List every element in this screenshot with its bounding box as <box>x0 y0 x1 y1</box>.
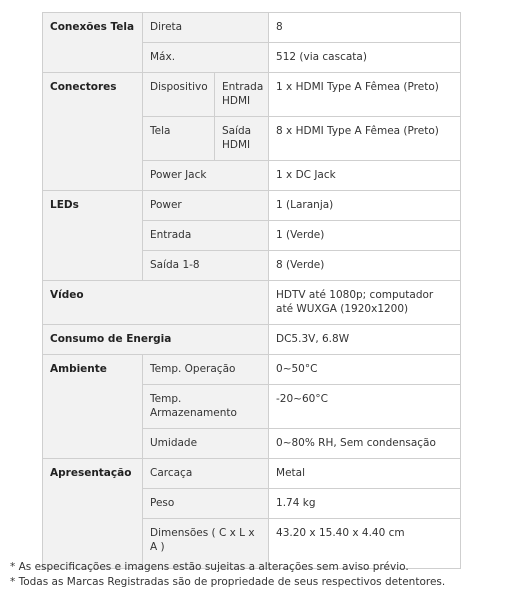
spec-row <box>43 281 461 325</box>
spec-table <box>42 12 461 569</box>
section-label-ambiente: Ambiente <box>43 355 143 459</box>
spec-name: Tela <box>143 117 215 161</box>
spec-name: Dispositivo <box>143 73 215 117</box>
spec-name: Temp. Armazenamento <box>143 385 269 429</box>
spec-row <box>43 325 461 355</box>
section-label-leds: LEDs <box>43 191 143 281</box>
spec-value: 1 x DC Jack <box>269 161 461 191</box>
section-label-conectores: Conectores <box>43 73 143 191</box>
spec-value: 512 (via cascata) <box>269 43 461 73</box>
spec-name: Peso <box>143 489 269 519</box>
spec-name: Temp. Operação <box>143 355 269 385</box>
spec-value: HDTV até 1080p; computador até WUXGA (1920x1200) <box>269 281 461 325</box>
spec-name: Entrada <box>143 221 269 251</box>
spec-value: 1 x HDMI Type A Fêmea (Preto) <box>269 73 461 117</box>
footnote: * As especificações e imagens estão sujeitas a alterações sem aviso prévio. <box>10 561 409 573</box>
spec-value: 0~80% RH, Sem condensação <box>269 429 461 459</box>
spec-subname: Saída HDMI <box>215 117 269 161</box>
spec-row <box>43 459 461 489</box>
spec-value: 1 (Laranja) <box>269 191 461 221</box>
spec-value: -20~60°C <box>269 385 461 429</box>
spec-value: 8 (Verde) <box>269 251 461 281</box>
spec-value: 8 <box>269 13 461 43</box>
spec-value: DC5.3V, 6.8W <box>269 325 461 355</box>
spec-name: Umidade <box>143 429 269 459</box>
footnotes <box>10 560 445 590</box>
spec-row <box>43 13 461 43</box>
section-label-video: Vídeo <box>43 281 269 325</box>
spec-name: Máx. <box>143 43 269 73</box>
spec-row <box>43 191 461 221</box>
spec-value: 0~50°C <box>269 355 461 385</box>
spec-value: Metal <box>269 459 461 489</box>
spec-value: 1.74 kg <box>269 489 461 519</box>
spec-name: Saída 1-8 <box>143 251 269 281</box>
spec-subname: Entrada HDMI <box>215 73 269 117</box>
spec-name: Dimensões ( C x L x A ) <box>143 519 269 569</box>
spec-value: 1 (Verde) <box>269 221 461 251</box>
spec-name: Power Jack <box>143 161 269 191</box>
spec-name: Power <box>143 191 269 221</box>
spec-name: Direta <box>143 13 269 43</box>
section-label-conexoes-tela: Conexões Tela <box>43 13 143 73</box>
section-label-consumo: Consumo de Energia <box>43 325 269 355</box>
spec-value: 43.20 x 15.40 x 4.40 cm <box>269 519 461 569</box>
footnote: * Todas as Marcas Registradas são de propriedade de seus respectivos detentores. <box>10 576 446 588</box>
spec-row <box>43 355 461 385</box>
spec-name: Carcaça <box>143 459 269 489</box>
spec-value: 8 x HDMI Type A Fêmea (Preto) <box>269 117 461 161</box>
section-label-apresentacao: Apresentação <box>43 459 143 569</box>
spec-row <box>43 73 461 117</box>
